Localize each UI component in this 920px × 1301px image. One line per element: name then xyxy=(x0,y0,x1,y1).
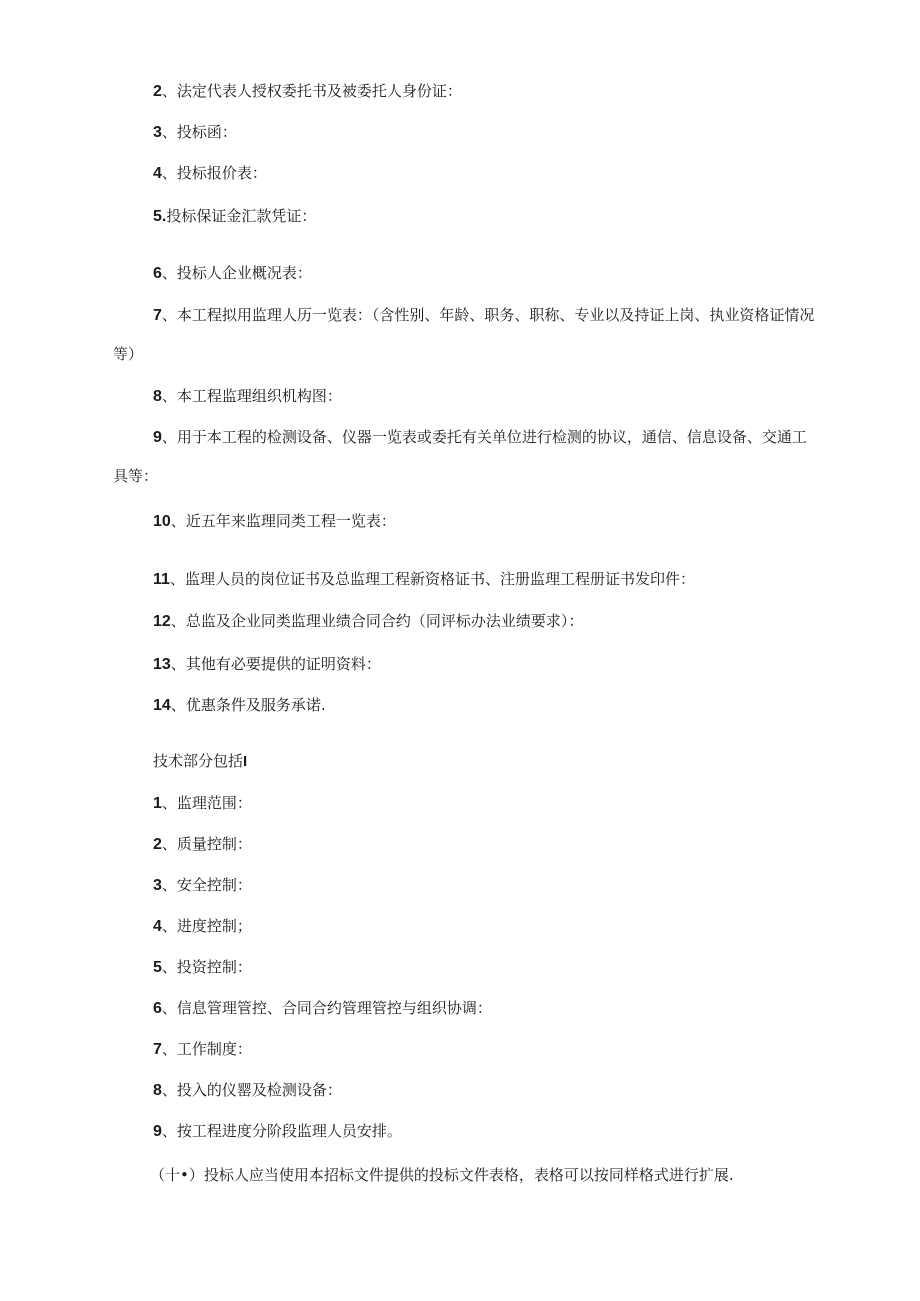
item-text: 投标人企业概况表： xyxy=(176,264,312,282)
item-text: 法定代表人授权委托书及被委托人身份证： xyxy=(176,82,462,100)
item-text: 投入的仪罂及检测设备： xyxy=(176,1081,342,1099)
item-text: 本工程拟用监理人历一览表：（含性别、年龄、职务、职称、专业以及持证上岗、执业资格证情况等） xyxy=(113,306,815,363)
business-item-11: 11、监理人员的岗位证书及总监理工程新资格证书、注册监理工程册证书发印件： xyxy=(153,570,695,588)
item-text: 质量控制： xyxy=(176,835,252,853)
business-item-13: 13、其他有必要提供的证明资料： xyxy=(153,655,381,673)
business-item-5: 5.投标保证金汇款凭证： xyxy=(153,207,317,225)
technical-item-3: 3、安全控制： xyxy=(153,876,252,894)
item-number: 12 xyxy=(153,613,171,630)
item-text: 投标报价表： xyxy=(176,164,267,182)
item-number: 8 xyxy=(153,1082,162,1099)
closing-note: （十•）投标人应当使用本招标文件提供的投标文件表格，表格可以按同样格式进行扩展. xyxy=(150,1166,734,1184)
technical-item-5: 5、投资控制： xyxy=(153,958,252,976)
business-item-9: 9、用于本工程的检测设备、仪器一览表或委托有关单位进行检测的协议，通信、信息设备、交通工具等： xyxy=(113,428,807,485)
item-text: 监理人员的岗位证书及总监理工程新资格证书、注册监理工程册证书发印件： xyxy=(184,570,695,588)
technical-item-9: 9、按工程进度分阶段监理人员安排。 xyxy=(153,1122,402,1140)
item-text: 其他有必要提供的证明资料： xyxy=(185,655,381,673)
item-text: 按工程进度分阶段监理人员安排。 xyxy=(176,1122,402,1140)
item-number: 5 xyxy=(153,208,162,225)
item-text: 监理范围： xyxy=(176,794,252,812)
item-number: 2 xyxy=(153,83,162,100)
item-number: 3 xyxy=(153,124,162,141)
item-number: 7 xyxy=(153,307,162,324)
item-text: 进度控制； xyxy=(176,917,252,935)
item-number: 14 xyxy=(153,697,171,714)
item-text: 总监及企业同类监理业绩合同合约（同评标办法业绩要求）： xyxy=(185,612,584,630)
item-number: 9 xyxy=(153,1123,162,1140)
item-number: 3 xyxy=(153,877,162,894)
item-number: 6 xyxy=(153,265,162,282)
item-text: 投资控制： xyxy=(176,958,252,976)
business-item-8: 8、本工程监理组织机构图： xyxy=(153,387,342,405)
item-text: 投标函： xyxy=(176,123,237,141)
technical-section-heading: 技术部分包括I xyxy=(153,752,248,770)
technical-item-4: 4、进度控制； xyxy=(153,917,252,935)
business-item-12: 12、总监及企业同类监理业绩合同合约（同评标办法业绩要求）： xyxy=(153,612,584,630)
item-number: 8 xyxy=(153,388,162,405)
item-number: 4 xyxy=(153,165,162,182)
item-number: 10 xyxy=(153,513,171,530)
technical-item-7: 7、工作制度： xyxy=(153,1040,252,1058)
technical-item-1: 1、监理范围： xyxy=(153,794,252,812)
item-number: 5 xyxy=(153,959,162,976)
item-text: 安全控制： xyxy=(176,876,252,894)
business-item-6: 6、投标人企业概况表： xyxy=(153,264,312,282)
item-text: 本工程监理组织机构图： xyxy=(176,387,342,405)
technical-item-8: 8、投入的仪罂及检测设备： xyxy=(153,1081,342,1099)
item-number: 1 xyxy=(153,795,162,812)
item-number: 9 xyxy=(153,429,162,446)
technical-item-6: 6、信息管理管控、合同合约管理管控与组织协调： xyxy=(153,999,492,1017)
item-number: 11 xyxy=(153,571,170,588)
item-text: 用于本工程的检测设备、仪器一览表或委托有关单位进行检测的协议，通信、信息设备、交通工具等： xyxy=(113,428,807,485)
business-item-14: 14、优惠条件及服务承诺. xyxy=(153,696,326,714)
business-item-2: 2、法定代表人授权委托书及被委托人身份证： xyxy=(153,82,462,100)
item-text: 优惠条件及服务承诺. xyxy=(185,696,326,714)
item-text: 工作制度： xyxy=(176,1040,252,1058)
item-number: 7 xyxy=(153,1041,162,1058)
item-number: 6 xyxy=(153,1000,162,1017)
business-item-4: 4、投标报价表： xyxy=(153,164,267,182)
item-number: 4 xyxy=(153,918,162,935)
item-text: 信息管理管控、合同合约管理管控与组织协调： xyxy=(176,999,492,1017)
technical-item-2: 2、质量控制： xyxy=(153,835,252,853)
item-number: 13 xyxy=(153,656,171,673)
business-item-7: 7、本工程拟用监理人历一览表：（含性别、年龄、职务、职称、专业以及持证上岗、执业资格证情况等） xyxy=(113,306,815,363)
business-item-10: 10、近五年来监理同类工程一览表： xyxy=(153,512,396,530)
business-item-3: 3、投标函： xyxy=(153,123,237,141)
item-number: 2 xyxy=(153,836,162,853)
item-text: 投标保证金汇款凭证： xyxy=(166,207,317,225)
item-text: 近五年来监理同类工程一览表： xyxy=(185,512,396,530)
